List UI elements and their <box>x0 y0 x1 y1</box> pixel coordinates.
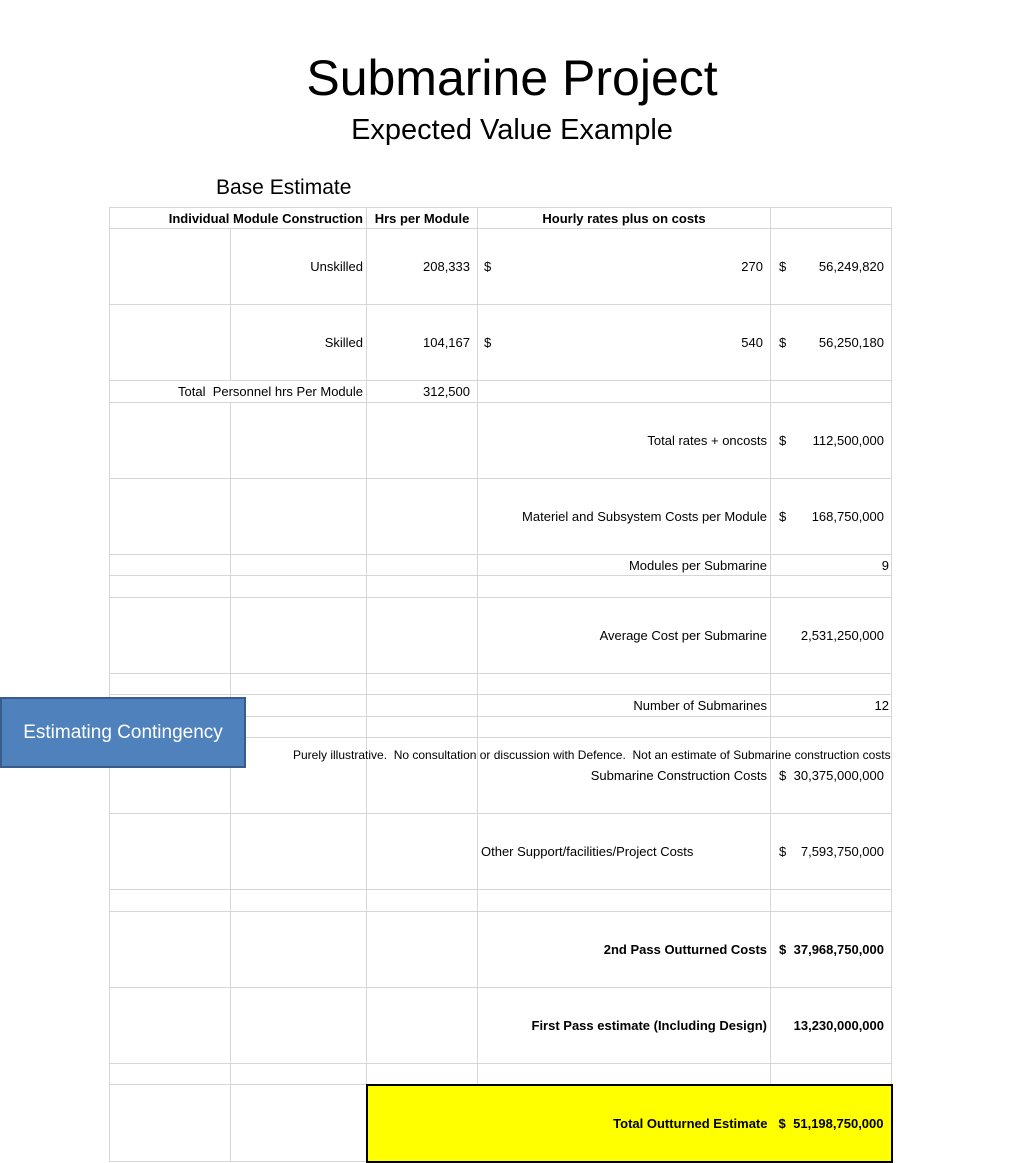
summary-value-cell <box>771 814 892 890</box>
empty-cell <box>110 814 231 890</box>
hourly-rate-value: 540 <box>741 335 763 351</box>
summary-value-cell <box>771 987 892 1063</box>
summary-value: 30,375,000,000 <box>793 768 884 784</box>
empty-cell <box>231 597 367 673</box>
labour-cost-value: 56,249,820 <box>818 259 884 275</box>
empty-cell <box>367 576 478 597</box>
empty-cell <box>231 695 367 716</box>
table-row <box>110 554 892 575</box>
table-row <box>110 229 892 305</box>
hourly-rate-value: 270 <box>741 259 763 275</box>
total-hours-value: 312,500 <box>367 381 478 402</box>
labour-cost-cell <box>771 229 892 305</box>
empty-cell <box>478 890 771 911</box>
summary-value-cell <box>771 478 892 554</box>
summary-value: 168,750,000 <box>811 508 884 524</box>
empty-cell <box>110 1085 231 1162</box>
summary-value: 37,968,750,000 <box>793 941 884 957</box>
empty-cell <box>478 716 771 737</box>
empty-cell <box>231 673 367 694</box>
table-row <box>110 987 892 1063</box>
table-row <box>110 673 892 694</box>
empty-cell <box>231 402 367 478</box>
table-row <box>110 814 892 890</box>
empty-cell <box>367 554 478 575</box>
empty-cell <box>110 554 231 575</box>
empty-cell <box>110 890 231 911</box>
currency-symbol: $ <box>779 335 787 351</box>
table-row <box>110 597 892 673</box>
empty-cell <box>367 987 478 1063</box>
summary-label: Materiel and Subsystem Costs per Module <box>478 478 771 554</box>
currency-symbol: $ <box>779 508 787 524</box>
summary-label: 2nd Pass Outturned Costs <box>478 911 771 987</box>
currency-symbol: $ <box>484 259 492 275</box>
currency-symbol: $ <box>778 1115 786 1131</box>
labour-type: Unskilled <box>231 229 367 305</box>
table-row <box>110 576 892 597</box>
empty-cell <box>110 597 231 673</box>
empty-cell <box>110 1063 231 1084</box>
summary-value-cell <box>771 911 892 987</box>
header-construction: Individual Module Construction <box>110 208 367 229</box>
table-row <box>110 911 892 987</box>
summary-value: 112,500,000 <box>812 432 884 448</box>
summary-value-cell <box>771 402 892 478</box>
empty-cell <box>771 208 892 229</box>
summary-value: 2,531,250,000 <box>800 627 884 643</box>
estimating-contingency-button[interactable] <box>0 697 246 768</box>
summary-value: 13,230,000,000 <box>793 1017 884 1033</box>
summary-value: 12 <box>771 695 892 716</box>
empty-cell <box>367 890 478 911</box>
currency-symbol: $ <box>779 844 787 860</box>
labour-cost-value: 56,250,180 <box>818 335 884 351</box>
summary-label: Other Support/facilities/Project Costs <box>478 814 771 890</box>
empty-cell <box>231 716 367 737</box>
table-row <box>110 890 892 911</box>
section-label: Base Estimate <box>216 176 352 199</box>
empty-cell <box>110 576 231 597</box>
empty-cell <box>367 814 478 890</box>
empty-cell <box>110 911 231 987</box>
empty-cell <box>367 673 478 694</box>
header-hours: Hrs per Module <box>367 208 478 229</box>
header-row <box>110 208 892 229</box>
currency-symbol: $ <box>779 259 787 275</box>
total-hours-label: Total Personnel hrs Per Module <box>110 381 367 402</box>
empty-cell <box>478 576 771 597</box>
empty-cell <box>771 890 892 911</box>
empty-cell <box>478 381 771 402</box>
table-row <box>110 478 892 554</box>
empty-cell <box>231 814 367 890</box>
empty-cell <box>231 890 367 911</box>
empty-cell <box>110 229 231 305</box>
total-outturned-value: 51,198,750,000 <box>793 1115 884 1131</box>
labour-cost-cell <box>771 305 892 381</box>
total-outturned-cell <box>771 1085 892 1162</box>
empty-cell <box>771 673 892 694</box>
empty-cell <box>110 673 231 694</box>
currency-symbol: $ <box>779 941 787 957</box>
table-row <box>110 1063 892 1084</box>
empty-cell <box>771 381 892 402</box>
table-row <box>110 381 892 402</box>
empty-cell <box>367 597 478 673</box>
empty-cell <box>231 576 367 597</box>
summary-label: First Pass estimate (Including Design) <box>478 987 771 1063</box>
empty-cell <box>231 1063 367 1084</box>
disclaimer-footnote: Purely illustrative. No consultation or discussion with Defence. Not an estimate of Submarine construction costs <box>293 748 891 762</box>
summary-value: 9 <box>771 554 892 575</box>
empty-cell <box>110 305 231 381</box>
summary-value: 7,593,750,000 <box>800 844 884 860</box>
header-rates: Hourly rates plus on costs <box>478 208 771 229</box>
empty-cell <box>367 402 478 478</box>
empty-cell <box>231 1085 367 1162</box>
empty-cell <box>110 402 231 478</box>
hourly-rate-cell <box>478 305 771 381</box>
empty-cell <box>367 911 478 987</box>
summary-value-cell <box>771 597 892 673</box>
empty-cell <box>367 695 478 716</box>
empty-cell <box>771 716 892 737</box>
total-outturned-label: Total Outturned Estimate <box>478 1085 771 1162</box>
summary-label: Modules per Submarine <box>478 554 771 575</box>
slide-subtitle: Expected Value Example <box>351 114 673 146</box>
table-row <box>110 305 892 381</box>
empty-cell <box>231 554 367 575</box>
labour-type: Skilled <box>231 305 367 381</box>
empty-cell <box>478 1063 771 1084</box>
hourly-rate-cell <box>478 229 771 305</box>
empty-cell <box>367 716 478 737</box>
currency-symbol: $ <box>484 335 492 351</box>
empty-cell <box>771 576 892 597</box>
total-row <box>110 1085 892 1162</box>
currency-symbol: $ <box>779 768 787 784</box>
nav-button-label: Estimating Contingency <box>23 722 223 743</box>
empty-cell <box>110 987 231 1063</box>
summary-label: Total rates + oncosts <box>478 402 771 478</box>
base-estimate-table <box>109 207 893 1163</box>
slide-title: Submarine Project <box>306 50 718 106</box>
summary-label: Submarine Construction Costs <box>478 738 771 814</box>
empty-cell <box>231 987 367 1063</box>
empty-cell <box>771 1063 892 1084</box>
summary-label: Number of Submarines <box>478 695 771 716</box>
summary-label: Average Cost per Submarine <box>478 597 771 673</box>
currency-symbol: $ <box>779 432 787 448</box>
hours-value: 208,333 <box>367 229 478 305</box>
table-row <box>110 402 892 478</box>
hours-value: 104,167 <box>367 305 478 381</box>
empty-cell <box>367 1063 478 1084</box>
empty-cell <box>367 478 478 554</box>
empty-cell <box>110 478 231 554</box>
empty-cell <box>231 478 367 554</box>
highlight-cell <box>367 1085 478 1162</box>
empty-cell <box>478 673 771 694</box>
empty-cell <box>231 911 367 987</box>
